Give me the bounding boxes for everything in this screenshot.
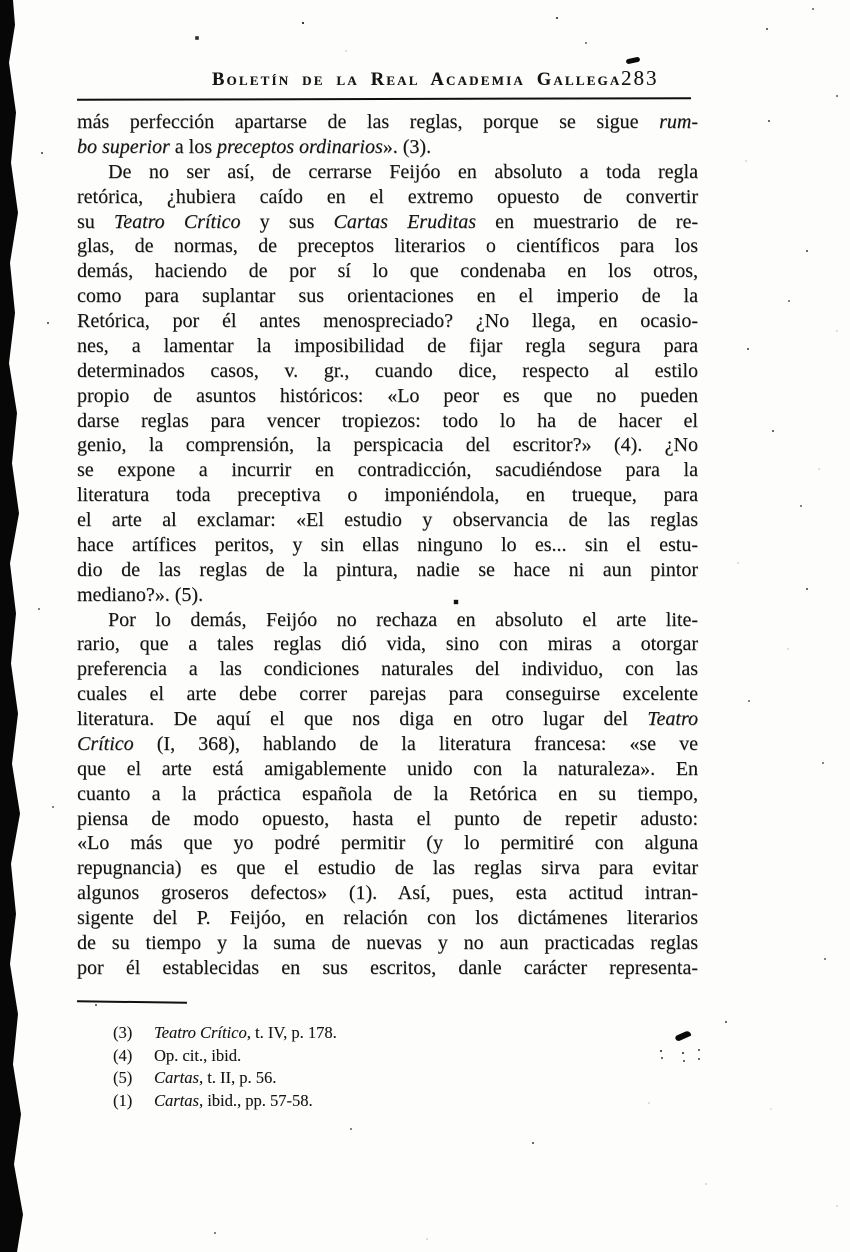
italic-text-run: Crítico bbox=[77, 732, 134, 755]
text-run: demás, haciendo de por sí lo que condenaba en los otros, bbox=[77, 260, 698, 283]
text-run: literatura toda preceptiva o imponiéndola, en trueque, para bbox=[77, 484, 698, 507]
text-run: sigente del P. Feijóo, en relación con los dictámenes literarios bbox=[77, 907, 698, 929]
body-text bbox=[77, 110, 698, 981]
scan-gutter-shadow bbox=[0, 0, 30, 1252]
footnote-separator bbox=[77, 1000, 187, 1004]
footnote-number: (4) bbox=[113, 1045, 133, 1065]
italic-text-run: Teatro Crítico bbox=[113, 210, 241, 233]
text-run: nes, a lamentar la imposibilidad de fijar regla segura para bbox=[77, 334, 698, 357]
text-run: se expone a incurrir en contradicción, sacudiéndose para la bbox=[77, 459, 698, 482]
text-run: darse reglas para vencer tropiezos: todo lo ha de hacer el bbox=[77, 409, 698, 432]
text-line bbox=[77, 757, 698, 782]
scan-noise bbox=[0, 0, 2, 2]
footnote-row bbox=[77, 1045, 698, 1068]
text-run: preferencia a las condiciones naturales del individuo, con las bbox=[77, 658, 698, 681]
footnote-text bbox=[154, 1068, 276, 1087]
footnote-text bbox=[154, 1023, 337, 1042]
text-line bbox=[77, 682, 698, 707]
text-run: Op. cit., ibid. bbox=[154, 1045, 242, 1065]
footnote-row bbox=[77, 1090, 698, 1113]
text-run: como para suplantar sus orientaciones en el imperio de la bbox=[77, 285, 698, 308]
text-line bbox=[77, 583, 698, 608]
text-line bbox=[77, 931, 698, 956]
text-line bbox=[77, 558, 698, 583]
italic-text-run: preceptos ordinarios bbox=[217, 135, 383, 158]
text-run: literatura. De aquí el que nos diga en otro lugar del bbox=[77, 708, 648, 730]
text-line bbox=[77, 508, 698, 533]
italic-text-run: Teatro bbox=[647, 708, 698, 730]
text-run: rario, que a tales reglas dió vida, sino con miras a otorgar bbox=[77, 633, 698, 656]
text-run: su bbox=[77, 210, 114, 233]
italic-text-run: Cartas bbox=[154, 1068, 199, 1088]
text-run: «Lo más que yo podré permitir (y lo permitiré con alguna bbox=[77, 832, 698, 855]
footnote-text bbox=[154, 1091, 313, 1110]
text-line bbox=[77, 409, 698, 434]
footnotes bbox=[77, 1022, 698, 1112]
text-run: ». (3). bbox=[382, 135, 432, 158]
text-line bbox=[77, 309, 698, 334]
header-rule bbox=[77, 97, 691, 101]
page-number: 283 bbox=[621, 66, 659, 90]
text-run: mediano?». (5). bbox=[77, 583, 204, 606]
text-run: De no ser así, de cerrarse Feijóo en absoluto a toda regla bbox=[108, 160, 698, 183]
text-run: , ibid., pp. 57-58. bbox=[198, 1090, 313, 1110]
footnote-text bbox=[154, 1046, 241, 1065]
footnote-number: (1) bbox=[113, 1090, 133, 1110]
text-line bbox=[77, 956, 698, 981]
text-line bbox=[77, 259, 698, 284]
text-run: cuales el arte debe correr parejas para conseguirse excelente bbox=[77, 683, 698, 706]
text-run: algunos groseros defectos» (1). Así, pues, esta actitud intran- bbox=[77, 882, 698, 905]
text-line bbox=[77, 458, 698, 483]
italic-text-run: rum- bbox=[659, 111, 698, 133]
text-line bbox=[77, 185, 698, 210]
text-line bbox=[77, 608, 698, 633]
text-run: cuanto a la práctica española de la Retórica en su tiempo, bbox=[77, 782, 698, 805]
text-line bbox=[77, 906, 698, 931]
text-line bbox=[77, 732, 698, 757]
italic-text-run: Cartas Eruditas bbox=[333, 210, 476, 233]
text-run: piensa de modo opuesto, hasta el punto de repetir adusto: bbox=[77, 807, 698, 830]
text-line bbox=[77, 110, 698, 135]
italic-text-run: bo superior bbox=[77, 135, 170, 158]
text-run: el arte al exclamar: «El estudio y observancia de las reglas bbox=[77, 509, 698, 531]
text-line bbox=[77, 284, 698, 309]
footnote-number: (3) bbox=[113, 1023, 133, 1042]
italic-text-run: Cartas bbox=[154, 1090, 199, 1110]
text-line bbox=[77, 831, 698, 856]
italic-text-run: Teatro Crítico bbox=[154, 1023, 247, 1042]
text-run: propio de asuntos históricos: «Lo peor es que no pueden bbox=[77, 384, 698, 407]
text-run: en muestrario de re- bbox=[475, 210, 699, 233]
footnote-number: (5) bbox=[113, 1068, 133, 1088]
text-run: determinados casos, v. gr., cuando dice, respecto al estilo bbox=[77, 359, 698, 382]
text-run: glas, de normas, de preceptos literarios o científicos para los bbox=[77, 235, 698, 258]
text-line bbox=[77, 632, 698, 657]
text-run: repugnancia) es que el estudio de las reglas sirva para evitar bbox=[77, 857, 698, 880]
text-run: de su tiempo y la suma de nuevas y no aun practicadas reglas bbox=[77, 931, 698, 954]
text-run: Retórica, por él antes menospreciado? ¿No llega, en ocasio- bbox=[77, 310, 698, 332]
text-line bbox=[77, 384, 698, 409]
text-line bbox=[77, 856, 698, 881]
text-line bbox=[77, 234, 698, 259]
text-run: que el arte está amigablemente unido con la naturaleza». En bbox=[77, 757, 698, 780]
text-line bbox=[77, 359, 698, 384]
journal-title: Boletín de la Real Academia Gallega bbox=[212, 70, 622, 90]
text-line bbox=[77, 135, 698, 160]
text-run: más perfección apartarse de las reglas, porque se sigue bbox=[77, 111, 660, 133]
text-run: Por lo demás, Feijóo no rechaza en absoluto el arte lite- bbox=[108, 608, 698, 631]
text-line bbox=[77, 334, 698, 359]
text-line bbox=[77, 807, 698, 832]
text-run: dio de las reglas de la pintura, nadie se hace ni aun pintor bbox=[77, 558, 698, 581]
text-line bbox=[77, 707, 698, 732]
text-line bbox=[77, 483, 698, 508]
text-line bbox=[77, 210, 698, 235]
text-run: (I, 368), hablando de la literatura francesa: «se ve bbox=[133, 732, 698, 755]
text-run: , t. II, p. 56. bbox=[198, 1068, 277, 1088]
text-line bbox=[77, 533, 698, 558]
footnote-row bbox=[77, 1067, 698, 1090]
text-run: retórica, ¿hubiera caído en el extremo opuesto de convertir bbox=[77, 185, 698, 208]
text-run: , t. IV, p. 178. bbox=[246, 1023, 337, 1042]
ink-smudge bbox=[626, 57, 641, 65]
text-run: hace artífices peritos, y sin ellas ninguno lo es... sin el estu- bbox=[77, 533, 698, 556]
text-run: por él establecidas en sus escritos, danle carácter representa- bbox=[77, 956, 698, 979]
text-run: genio, la comprensión, la perspicacia del escritor?» (4). ¿No bbox=[77, 434, 698, 457]
text-line bbox=[77, 881, 698, 906]
footnote-row bbox=[77, 1022, 698, 1045]
text-run: y sus bbox=[240, 210, 334, 233]
text-line bbox=[77, 782, 698, 807]
text-line bbox=[77, 160, 698, 185]
text-run: a los bbox=[169, 135, 218, 158]
text-line bbox=[77, 433, 698, 458]
text-line bbox=[77, 657, 698, 682]
